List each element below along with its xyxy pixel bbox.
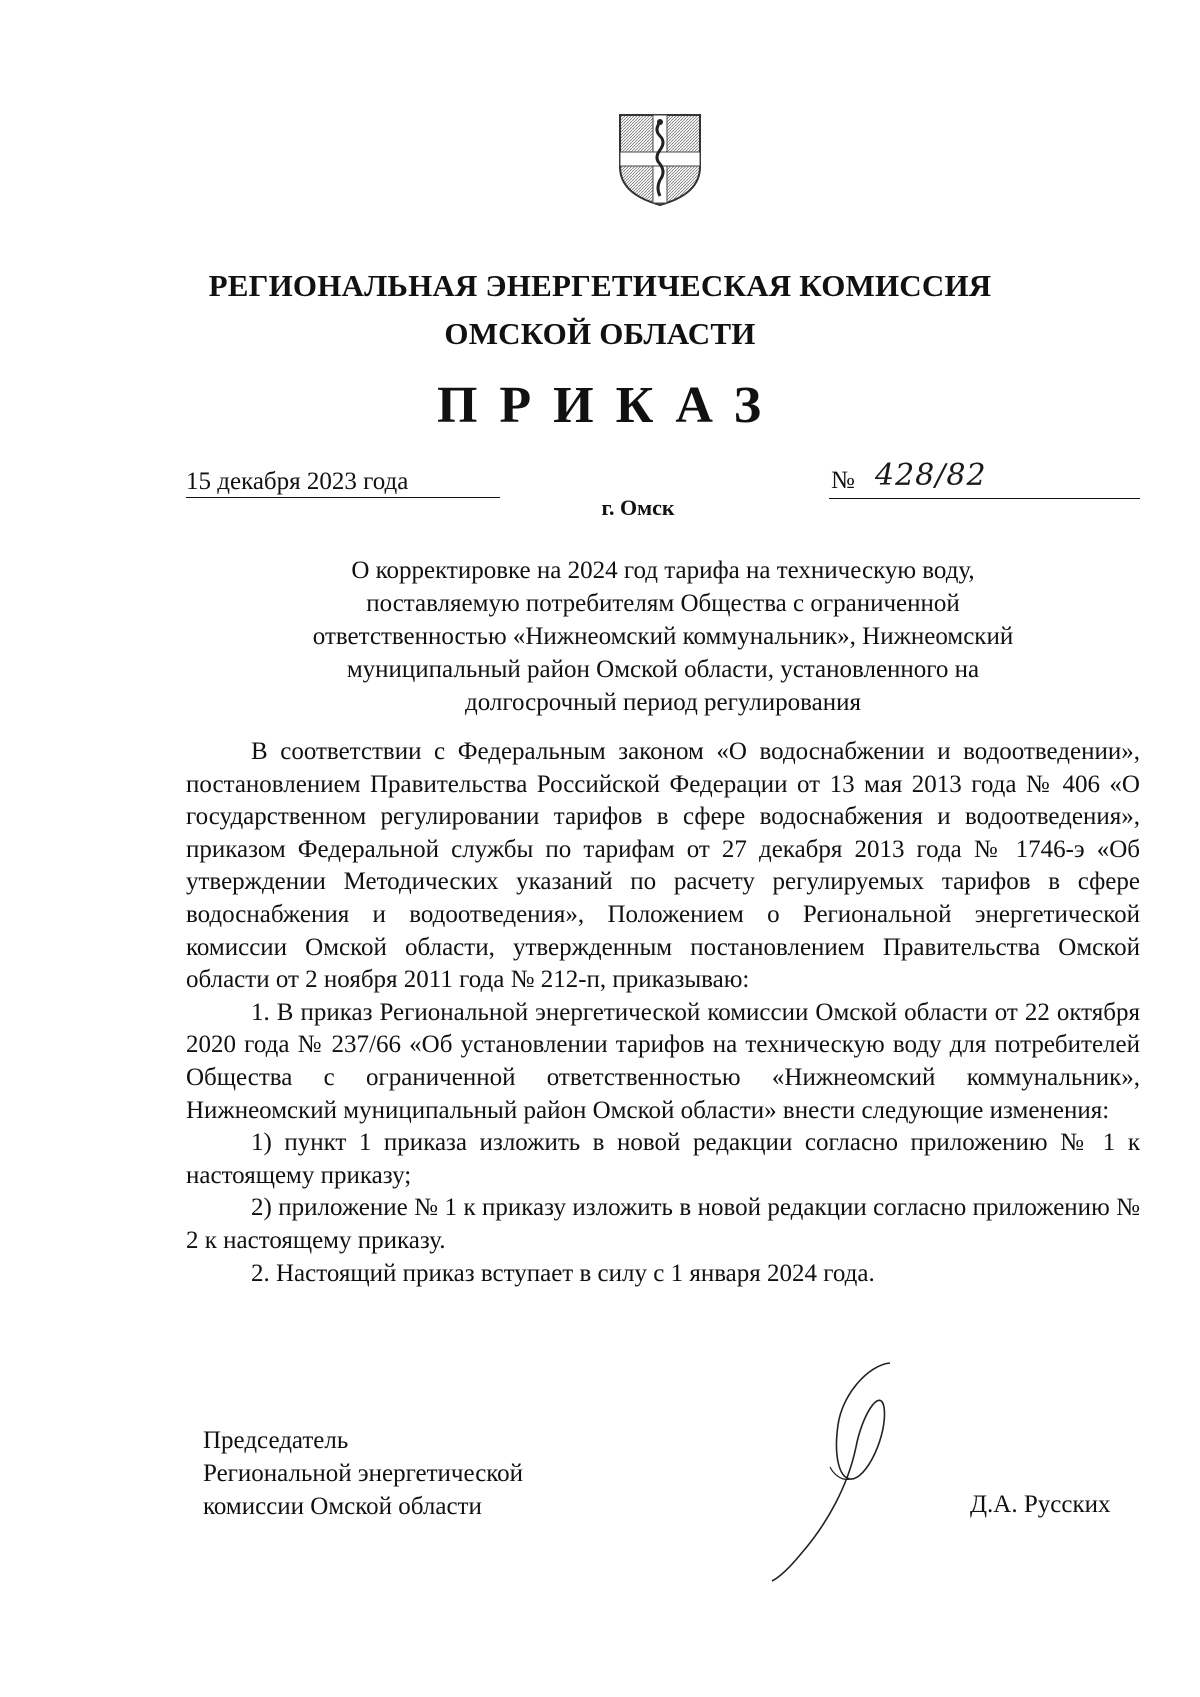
- document-date: 15 декабря 2023 года: [186, 467, 500, 498]
- document-number-field: [829, 458, 1140, 499]
- document-subject: [186, 554, 1140, 719]
- signatory-title-line: Региональной энергетической: [203, 1460, 524, 1487]
- clause-1-subitem-2: 2) приложение № 1 к приказу изложить в новой редакции согласно приложению № 2 к настоящему приказу.: [186, 1194, 1140, 1254]
- number-sign: №: [831, 467, 855, 494]
- subject-line: О корректировке на 2024 год тарифа на техническую воду,: [351, 557, 975, 584]
- organization-name-line1: РЕГИОНАЛЬНАЯ ЭНЕРГЕТИЧЕСКАЯ КОМИССИЯ: [208, 268, 992, 303]
- subject-line: муниципальный район Омской области, установленного на: [346, 656, 980, 683]
- handwritten-signature: [750, 1355, 910, 1585]
- document-type-title: ПРИКАЗ: [436, 377, 784, 434]
- signatory-title-line: Председатель: [203, 1427, 349, 1454]
- document-city: г. Омск: [601, 495, 675, 520]
- subject-line: поставляемую потребителям Общества с ограниченной: [366, 590, 960, 617]
- signatory-title: [203, 1424, 523, 1523]
- subject-line: долгосрочный период регулирования: [465, 689, 861, 716]
- subject-line: ответственностью «Нижнеомский коммунальник», Нижнеомский: [312, 623, 1014, 650]
- signatory-title-line: комиссии Омской области: [203, 1493, 482, 1520]
- signatory-name: Д.А. Русских: [970, 1491, 1111, 1518]
- clause-1-subitem-1: 1) пункт 1 приказа изложить в новой редакции согласно приложению № 1 к настоящему приказу;: [186, 1129, 1140, 1189]
- organization-name-line2: ОМСКОЙ ОБЛАСТИ: [444, 316, 756, 351]
- document-body: [186, 736, 1140, 1290]
- omsk-region-coat-of-arms-icon: [617, 112, 703, 208]
- document-number-handwritten: 428/82: [875, 458, 987, 493]
- preamble-paragraph: В соответствии с Федеральным законом «О водоснабжении и водоотведении», постановлением Правительства Российской Федерации от 13 мая 2013 года № 406 «О государственном регулировании тарифов в сфере водоснабжения и водоотведения», приказом Федеральной службы по тарифам от 27 декабря 2013 года № 1746-э «Об утверждении Методических указаний по расчету регулируемых тарифов в сфере водоснабжения и водоотведения», Положением о Региональной энергетической комиссии Омской области, утвержденным постановлением Правительства Омской области от 2 ноября 2011 года № 212-п, приказываю:: [186, 738, 1140, 994]
- clause-1-paragraph: 1. В приказ Региональной энергетической комиссии Омской области от 22 октября 2020 года № 237/66 «Об установлении тарифов на техническую воду для потребителей Общества с ограниченной ответственностью «Нижнеомский коммунальник», Нижнеомский муниципальный район Омской области» внести следующие изменения:: [186, 998, 1140, 1124]
- clause-2-paragraph: 2. Настоящий приказ вступает в силу с 1 января 2024 года.: [251, 1259, 875, 1287]
